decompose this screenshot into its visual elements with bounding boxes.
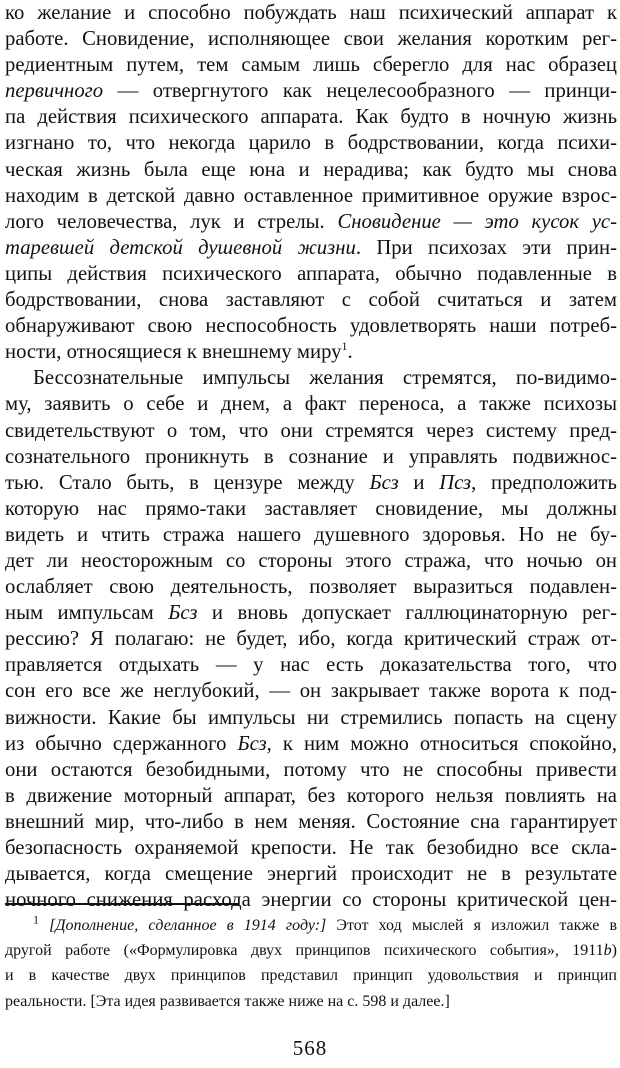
text-line (5, 731, 617, 757)
text-run: реальности. [Эта идея развивается также ниже на с. 598 и далее.] (5, 992, 450, 1010)
footnote-marker: 1 (33, 912, 39, 927)
italic-text: [Дополнение, сделанное в 1914 году:] (49, 917, 327, 934)
text-run: , к ним можно относиться спокойно, (266, 732, 618, 755)
text-line (5, 600, 617, 626)
text-run: сознательного проникнуть в сознание и управлять подвижнос- (5, 445, 617, 468)
text-run: па действия психического аппарата. Как будто в ночную жизнь (5, 106, 617, 129)
text-run: и (398, 471, 440, 494)
text-run: внешний мир, что-либо в нем меняя. Состояние сна гарантирует (5, 810, 617, 833)
footnote-line (5, 989, 617, 1014)
italic-text: Сновидение — это кусок ус- (337, 210, 617, 233)
text-run: они остаются безобидными, потому что не способны привести (5, 758, 617, 781)
text-run: и вновь допускает галлюцинаторную рег- (197, 602, 617, 625)
text-line (5, 496, 617, 522)
text-line (5, 183, 617, 209)
text-line (5, 835, 617, 861)
text-line (5, 0, 617, 26)
text-line (5, 365, 617, 391)
text-run: бодрствовании, снова заставляют с собой считаться и затем (5, 289, 617, 312)
text-run: обнаруживают свою неспособность удовлетворять наши потреб- (5, 315, 617, 338)
text-run: дет ли неосторожным со стороны этого стража, что ночью он (5, 549, 617, 572)
footnote-marker: 1 (341, 339, 348, 354)
text-run: и в качестве двух принципов представил принцип удовольствия и принцип (5, 967, 617, 985)
text-line (5, 522, 617, 548)
text-run: сон его все же неглубокий, — он закрывает также ворота к под- (5, 680, 617, 703)
text-run: правляется отдыхать — у нас есть доказательства того, что (5, 654, 617, 677)
text-line (5, 391, 617, 417)
text-line (5, 287, 617, 313)
text-run: находим в детской давно оставленное примитивное оружие взрос- (5, 184, 617, 207)
text-line (5, 548, 617, 574)
italic-text: Псз (439, 471, 472, 494)
italic-text: первичного (5, 80, 104, 103)
text-run: ко желание и способно побуждать наш психический аппарат к (5, 2, 617, 24)
text-run: му, заявить о себе и днем, а факт переноса, а также психозы (5, 393, 617, 416)
text-line (5, 313, 617, 339)
footnote-separator (5, 903, 239, 905)
footnote-line (5, 913, 617, 938)
text-run: вижности. Какие бы импульсы ни стремились попасть на сцену (5, 706, 617, 729)
text-run: ным импульсам (5, 602, 169, 625)
text-line (5, 209, 617, 235)
text-run: редиентным путем, тем самым лишь сберегло для нас образец (5, 54, 617, 77)
text-run: безопасность охраняемой крепости. Не так безобидно все скла- (5, 837, 617, 859)
text-line (5, 130, 617, 156)
italic-text: Бсз (237, 732, 267, 755)
text-run: из обычно сдержанного (5, 732, 238, 755)
text-line (5, 104, 617, 130)
text-run: лого человечества, лук и стрелы. (5, 210, 338, 233)
text-line (5, 574, 617, 600)
text-run: в движение моторный аппарат, без которого нельзя повлиять на (5, 784, 617, 807)
italic-text: Бсз (369, 471, 399, 494)
text-run: видеть и чтить стража нашего душевного здоровья. Но не бу- (5, 523, 617, 546)
italic-text: Бсз (168, 602, 198, 625)
text-run: ночного снижения расхода энергии со стороны критической цен- (5, 889, 617, 912)
text-line (5, 705, 617, 731)
text-run: изгнано то, что некогда царило в бодрствовании, когда психи- (5, 132, 617, 155)
text-line (5, 809, 617, 835)
text-run: дывается, когда смещение энергий происходит не в результате (5, 863, 617, 886)
text-run (39, 917, 49, 934)
italic-text: таревшей детской душевной жизни (5, 236, 356, 259)
text-run: ческая жизнь была еще юна и нерадива; как будто мы снова (5, 158, 617, 181)
italic-text: b (603, 942, 612, 960)
text-line (5, 418, 617, 444)
text-line (5, 78, 617, 104)
main-text (5, 0, 617, 913)
footnote (5, 913, 617, 1014)
text-line (5, 757, 617, 783)
text-run: Бессознательные импульсы желания стремятся, по-видимо- (33, 367, 617, 390)
text-run: работе. Сновидение, исполняющее свои желания коротким рег- (5, 28, 617, 51)
text-line (5, 678, 617, 704)
text-run: которую нас прямо-таки заставляет сновидение, мы должны (5, 497, 617, 520)
text-run: рессию? Я полагаю: не будет, ибо, когда критический страж от- (5, 628, 617, 651)
text-line (5, 157, 617, 183)
text-line (5, 52, 617, 78)
text-run: — отвергнутого как нецелесообразного — принци- (103, 80, 617, 103)
text-line (5, 626, 617, 652)
text-line (5, 861, 617, 887)
text-run: ципы действия психического аппарата, обычно подавленные в (5, 262, 617, 285)
text-run: свидетельствуют о том, что они стремятся через систему пред- (5, 419, 617, 442)
text-run: ослабляет свою деятельность, позволяет выразиться подавлен- (5, 576, 617, 599)
text-line (5, 235, 617, 261)
text-line (5, 444, 617, 470)
text-run: Этот ход мыслей я изложил также в (326, 917, 618, 934)
text-run: ности, относящиеся к внешнему миру (5, 341, 342, 364)
text-line (5, 339, 617, 365)
text-run: . При психозах эти прин- (355, 236, 617, 259)
text-run: , предположить (471, 471, 617, 494)
text-line (5, 887, 617, 913)
text-run: . (347, 341, 353, 364)
text-line (5, 26, 617, 52)
text-line (5, 470, 617, 496)
page-number: 568 (292, 1036, 328, 1060)
text-line (5, 652, 617, 678)
text-run: ) (611, 942, 617, 960)
text-run: другой работе («Формулировка двух принципов психического события», 1911 (5, 942, 604, 960)
text-line (5, 783, 617, 809)
footnote-line (5, 938, 617, 963)
text-run: тью. Стало быть, в цензуре между (5, 471, 370, 494)
footnote-line (5, 963, 617, 988)
text-line (5, 261, 617, 287)
